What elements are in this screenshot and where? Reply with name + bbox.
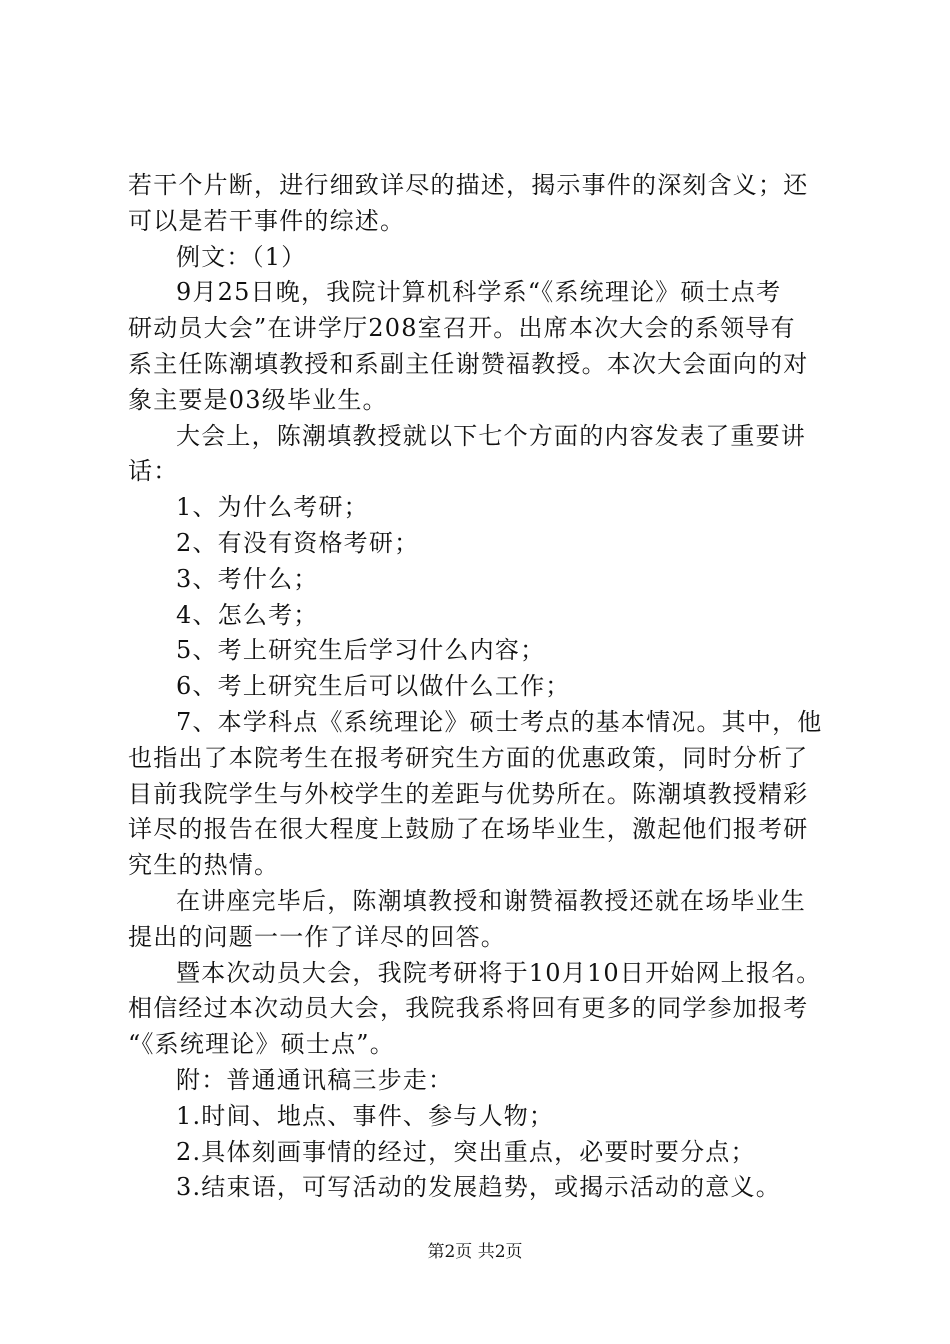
text-line: 目前我院学生与外校学生的差距与优势所在。陈潮填教授精彩 [128, 779, 809, 808]
text-line: “《系统理论》硕士点”。 [128, 1030, 395, 1059]
text-line: 暨本次动员大会，我院考研将于10月10日开始网上报名。 [176, 958, 822, 987]
list-item: 6、考上研究生后可以做什么工作； [176, 672, 571, 701]
list-item: 5、考上研究生后学习什么内容； [176, 636, 546, 665]
list-item: 4、怎么考； [176, 600, 319, 629]
text-line: 象主要是03级毕业生。 [128, 385, 388, 414]
text-line: 系主任陈潮填教授和系副主任谢赞福教授。本次大会面向的对 [128, 349, 809, 378]
text-line: 相信经过本次动员大会，我院我系将回有更多的同学参加报考 [128, 994, 809, 1023]
list-item: 7、本学科点《系统理论》硕士考点的基本情况。其中，他 [176, 707, 823, 736]
list-item: 1.时间、地点、事件、参与人物； [176, 1101, 555, 1130]
text-line: 大会上，陈潮填教授就以下七个方面的内容发表了重要讲 [176, 421, 806, 450]
text-line: 9月25日晚，我院计算机科学系“《系统理论》硕士点考 [176, 278, 782, 307]
list-item: 3、考什么； [176, 564, 319, 593]
text-line: 在讲座完毕后，陈潮填教授和谢赞福教授还就在场毕业生 [176, 886, 806, 915]
list-item: 2.具体刻画事情的经过，突出重点，必要时要分点； [176, 1137, 756, 1166]
example-heading: 例文：（1） [176, 242, 307, 271]
text-line: 研动员大会”在讲学厅208室召开。出席本次大会的系领导有 [128, 314, 796, 343]
text-line: 提出的问题一一作了详尽的回答。 [128, 922, 506, 951]
list-item: 1、为什么考研； [176, 493, 369, 522]
list-item: 2、有没有资格考研； [176, 528, 420, 557]
text-line: 若干个片断，进行细致详尽的描述，揭示事件的深刻含义；还 [128, 171, 809, 199]
list-item: 3.结束语，可写活动的发展趋势，或揭示活动的意义。 [176, 1173, 781, 1202]
text-line: 也指出了本院考生在报考研究生方面的优惠政策，同时分析了 [128, 743, 809, 772]
text-line: 可以是若干事件的综述。 [128, 206, 406, 235]
appendix-heading: 附：普通通讯稿三步走： [176, 1065, 454, 1094]
page-number: 第2页 共2页 [427, 1242, 523, 1262]
document-body [128, 168, 838, 1206]
page-footer [0, 1240, 950, 1264]
text-line: 话： [128, 457, 179, 486]
text-line: 究生的热情。 [128, 851, 280, 880]
text-line: 详尽的报告在很大程度上鼓励了在场毕业生，激起他们报考研 [128, 815, 809, 844]
